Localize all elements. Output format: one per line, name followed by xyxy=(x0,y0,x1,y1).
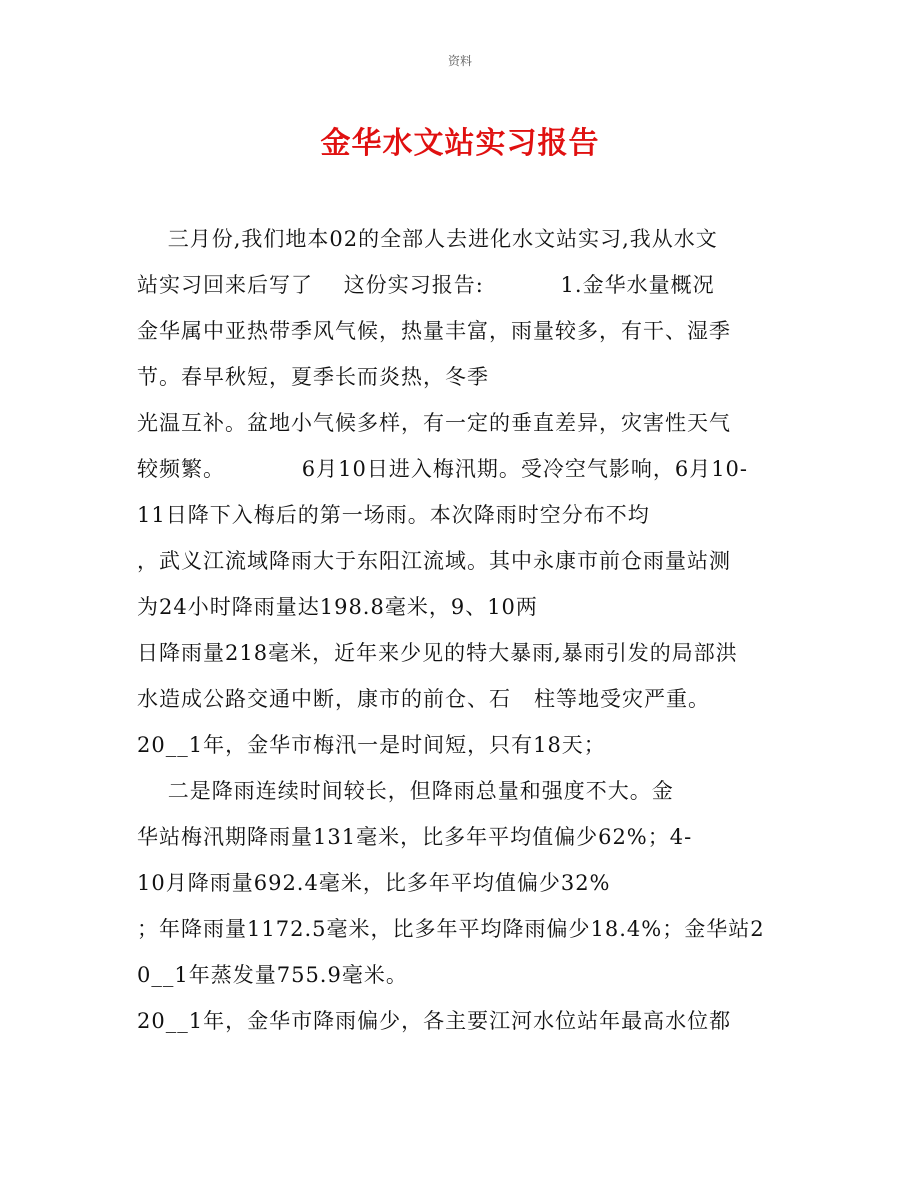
text-line: 二是降雨连续时间较长，但降雨总量和强度不大。金 xyxy=(137,779,674,803)
text-line: 0__1年蒸发量755.9毫米。 xyxy=(137,963,408,987)
text-line: 节。春早秋短，夏季长而炎热，冬季 xyxy=(137,365,489,389)
text-line: 三月份,我们地本02的全部人去进化水文站实习,我从水文 xyxy=(137,227,718,251)
header-note: 资料 xyxy=(447,54,472,68)
text-line: 20__1年，金华市梅汛一是时间短，只有18天； xyxy=(137,733,606,757)
body-text xyxy=(137,216,797,1044)
document-title: 金华水文站实习报告 xyxy=(320,126,600,161)
text-line: 11日降下入梅后的第一场雨。本次降雨时空分布不均 xyxy=(137,503,650,527)
text-line: 20__1年，金华市降雨偏少，各主要江河水位站年最高水位都 xyxy=(137,1009,732,1033)
text-line: ，武义江流域降雨大于东阳江流域。其中永康市前仓雨量站测 xyxy=(137,549,731,573)
text-line: 水造成公路交通中断，康市的前仓、石 柱等地受灾严重。 xyxy=(137,687,711,711)
text-line: 较频繁。 6月10日进入梅汛期。受冷空气影响，6月10- xyxy=(137,457,749,481)
text-line: 华站梅汛期降雨量131毫米，比多年平均值偏少62%；4- xyxy=(137,825,693,849)
text-line: 为24小时降雨量达198.8毫米，9、10两 xyxy=(137,595,538,619)
text-line: 光温互补。盆地小气候多样，有一定的垂直差异，灾害性天气 xyxy=(137,411,731,435)
text-line: 日降雨量218毫米，近年来少见的特大暴雨,暴雨引发的局部洪 xyxy=(137,641,738,665)
text-line: 金华属中亚热带季风气候，热量丰富，雨量较多，有干、湿季 xyxy=(137,319,731,343)
text-line: 站实习回来后写了 这份实习报告: 1.金华水量概况 xyxy=(137,273,715,297)
text-line: 10月降雨量692.4毫米，比多年平均值偏少32% xyxy=(137,871,611,895)
text-line: ；年降雨量1172.5毫米，比多年平均降雨偏少18.4%；金华站2 xyxy=(137,917,765,941)
